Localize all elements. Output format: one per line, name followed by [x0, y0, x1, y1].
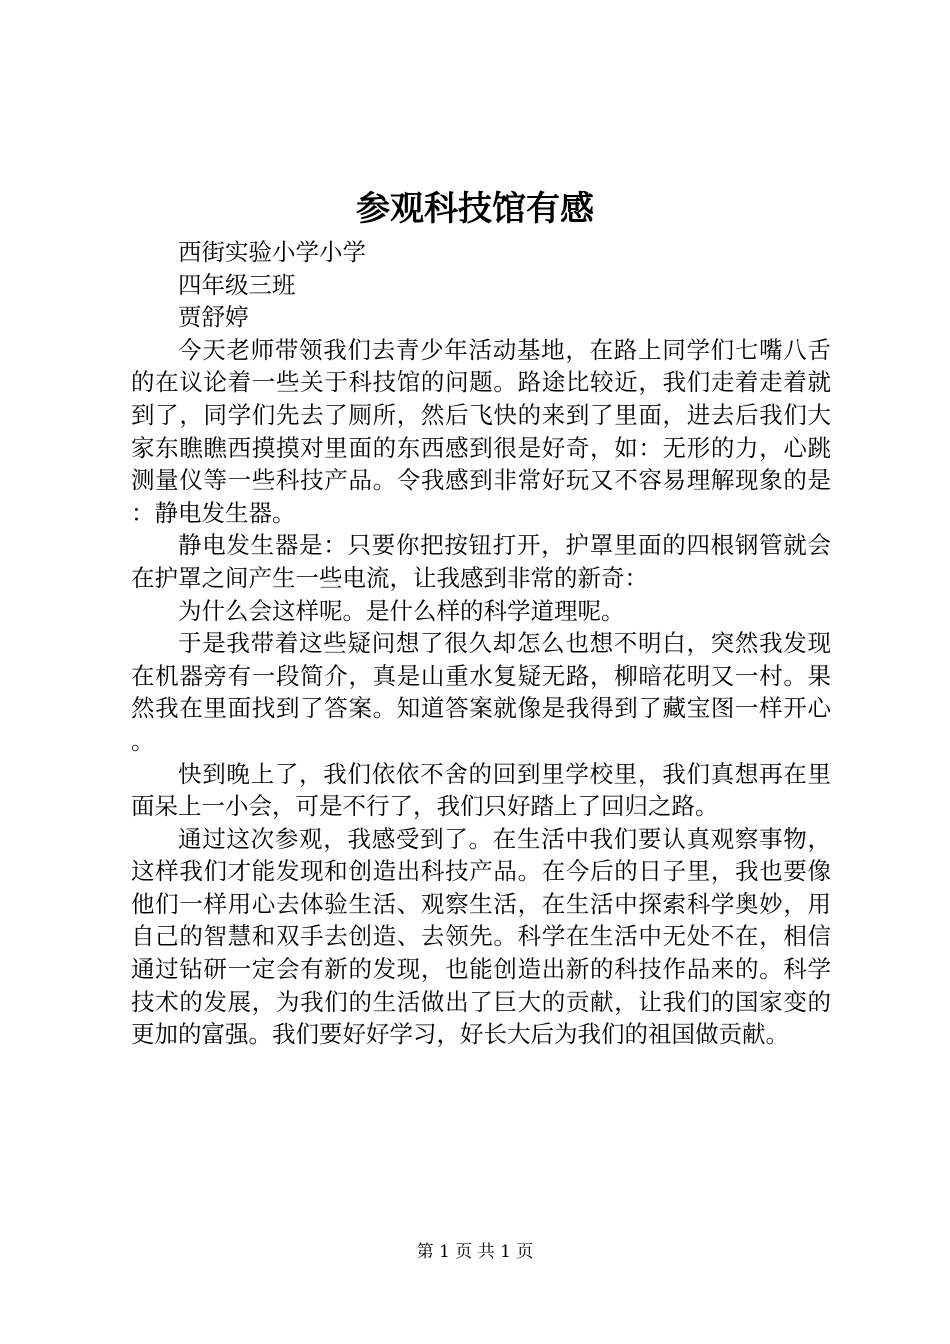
- class-line: 四年级三班: [178, 270, 296, 299]
- school-line: 西街实验小学小学: [178, 238, 366, 266]
- page-footer: 第 1 页 共 1 页: [416, 1242, 534, 1262]
- author-line: 贾舒婷: [178, 303, 249, 332]
- paragraph-4: 于是我带着这些疑问想了很久却怎么也想不明白，突然我发现在机器旁有一段简介，真是山重水复疑无路，柳暗花明又一村。果然我在里面找到了答案。知道答案就像是我得到了藏宝图一样开心。: [131, 629, 831, 755]
- document-body: [131, 236, 831, 1051]
- paragraph-6: 通过这次参观，我感受到了。在生活中我们要认真观察事物，这样我们才能发现和创造出科技产品。在今后的日子里，我也要像他们一样用心去体验生活、观察生活，在生活中探索科学奥妙，用自己的智慧和双手去创造、去领先。科学在生活中无处不在，相信通过钻研一定会有新的发现，也能创造出新的科技作品来的。科学技术的发展，为我们的生活做出了巨大的贡献，让我们的国家变的更加的富强。我们要好好学习，好长大后为我们的祖国做贡献。: [131, 824, 831, 1049]
- paragraph-2: 静电发生器是：只要你把按钮打开，护罩里面的四根钢管就会在护罩之间产生一些电流，让我感到非常的新奇：: [131, 531, 831, 592]
- paragraph-3: 为什么会这样呢。是什么样的科学道理呢。: [178, 596, 625, 625]
- document-title: 参观科技馆有感: [356, 189, 594, 229]
- paragraph-1: 今天老师带领我们去青少年活动基地，在路上同学们七嘴八舌的在议论着一些关于科技馆的问题。路途比较近，我们走着走着就到了，同学们先去了厕所，然后飞快的来到了里面，进去后我们大家东瞧瞧西摸摸对里面的东西感到很是好奇，如：无形的力，心跳测量仪等一些科技产品。令我感到非常好玩又不容易理解现象的是：静电发生器。: [131, 335, 831, 527]
- paragraph-5: 快到晚上了，我们依依不舍的回到里学校里，我们真想再在里面呆上一小会，可是不行了，我们只好踏上了回归之路。: [131, 759, 831, 821]
